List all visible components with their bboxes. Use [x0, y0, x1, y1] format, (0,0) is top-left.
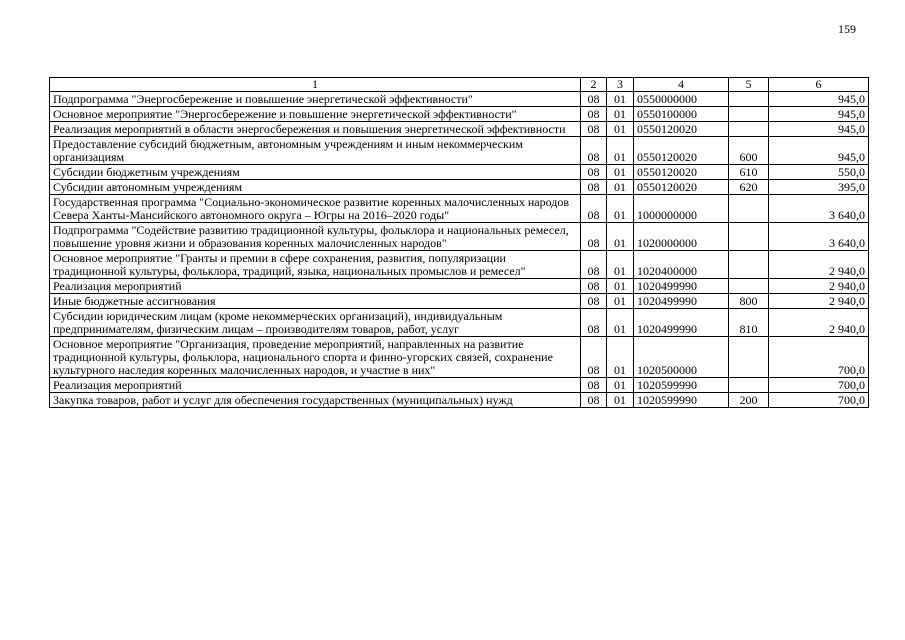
amount: 945,0	[769, 122, 869, 137]
expense-type-code	[729, 92, 769, 107]
subsection-code: 01	[607, 107, 634, 122]
section-code: 08	[581, 337, 607, 378]
amount: 2 940,0	[769, 251, 869, 279]
expense-type-code: 200	[729, 393, 769, 408]
section-code: 08	[581, 294, 607, 309]
item-name: Основное мероприятие "Организация, проведение мероприятий, направленных на развитие традиционной культуры, фольклора, национального спорта и финно-угорских связей, сохранение культурного наследия коренных малочисленных народов, и участие в них"	[50, 337, 581, 378]
subsection-code: 01	[607, 92, 634, 107]
subsection-code: 01	[607, 337, 634, 378]
section-code: 08	[581, 378, 607, 393]
table-header-row	[50, 78, 869, 92]
table-row	[50, 195, 869, 223]
amount: 3 640,0	[769, 195, 869, 223]
expense-type-code	[729, 223, 769, 251]
subsection-code: 01	[607, 251, 634, 279]
target-article-code: 1020499990	[634, 279, 729, 294]
table-row	[50, 107, 869, 122]
item-name: Основное мероприятие "Гранты и премии в сфере сохранения, развития, популяризации традиционной культуры, фольклора, традиций, языка, национальных промыслов и ремесел"	[50, 251, 581, 279]
expense-type-code: 600	[729, 137, 769, 165]
page-number: 159	[838, 22, 856, 36]
subsection-code: 01	[607, 195, 634, 223]
target-article-code: 1020000000	[634, 223, 729, 251]
amount: 700,0	[769, 337, 869, 378]
item-name: Субсидии автономным учреждениям	[50, 180, 581, 195]
item-name: Реализация мероприятий	[50, 279, 581, 294]
section-code: 08	[581, 393, 607, 408]
subsection-code: 01	[607, 279, 634, 294]
subsection-code: 01	[607, 294, 634, 309]
column-header: 5	[729, 78, 769, 92]
target-article-code: 0550100000	[634, 107, 729, 122]
item-name: Закупка товаров, работ и услуг для обеспечения государственных (муниципальных) нужд	[50, 393, 581, 408]
table-row	[50, 337, 869, 378]
subsection-code: 01	[607, 122, 634, 137]
item-name: Основное мероприятие "Энергосбережение и повышение энергетической эффективности"	[50, 107, 581, 122]
subsection-code: 01	[607, 378, 634, 393]
column-header: 6	[769, 78, 869, 92]
expense-type-code	[729, 107, 769, 122]
expense-type-code: 800	[729, 294, 769, 309]
amount: 945,0	[769, 92, 869, 107]
item-name: Реализация мероприятий	[50, 378, 581, 393]
section-code: 08	[581, 251, 607, 279]
table-row	[50, 309, 869, 337]
item-name: Субсидии бюджетным учреждениям	[50, 165, 581, 180]
item-name: Государственная программа "Социально-экономическое развитие коренных малочисленных народов Севера Ханты-Мансийского автономного округа – Югры на 2016–2020 годы"	[50, 195, 581, 223]
table-row	[50, 92, 869, 107]
item-name: Иные бюджетные ассигнования	[50, 294, 581, 309]
subsection-code: 01	[607, 180, 634, 195]
table-row	[50, 165, 869, 180]
table-row	[50, 294, 869, 309]
expense-type-code	[729, 337, 769, 378]
column-header: 3	[607, 78, 634, 92]
target-article-code: 0550000000	[634, 92, 729, 107]
table-row	[50, 122, 869, 137]
subsection-code: 01	[607, 393, 634, 408]
section-code: 08	[581, 92, 607, 107]
table-row	[50, 180, 869, 195]
column-header: 4	[634, 78, 729, 92]
amount: 945,0	[769, 137, 869, 165]
amount: 2 940,0	[769, 279, 869, 294]
amount: 700,0	[769, 378, 869, 393]
item-name: Подпрограмма "Содействие развитию традиционной культуры, фольклора и национальных ремесел, повышение уровня жизни и образования коренных малочисленных народов"	[50, 223, 581, 251]
expense-type-code: 610	[729, 165, 769, 180]
expense-type-code	[729, 378, 769, 393]
target-article-code: 1020500000	[634, 337, 729, 378]
target-article-code: 1000000000	[634, 195, 729, 223]
amount: 395,0	[769, 180, 869, 195]
table-row	[50, 137, 869, 165]
target-article-code: 1020599990	[634, 393, 729, 408]
section-code: 08	[581, 107, 607, 122]
budget-table	[49, 77, 869, 408]
target-article-code: 0550120020	[634, 165, 729, 180]
amount: 550,0	[769, 165, 869, 180]
item-name: Субсидии юридическим лицам (кроме некоммерческих организаций), индивидуальным предпринимателям, физическим лицам – производителям товаров, работ, услуг	[50, 309, 581, 337]
subsection-code: 01	[607, 137, 634, 165]
target-article-code: 0550120020	[634, 180, 729, 195]
expense-type-code	[729, 251, 769, 279]
amount: 3 640,0	[769, 223, 869, 251]
table-row	[50, 378, 869, 393]
item-name: Предоставление субсидий бюджетным, автономным учреждениям и иным некоммерческим организациям	[50, 137, 581, 165]
column-header: 2	[581, 78, 607, 92]
target-article-code: 0550120020	[634, 137, 729, 165]
table-row	[50, 279, 869, 294]
column-header: 1	[50, 78, 581, 92]
target-article-code: 1020499990	[634, 309, 729, 337]
section-code: 08	[581, 223, 607, 251]
expense-type-code	[729, 195, 769, 223]
expense-type-code	[729, 279, 769, 294]
section-code: 08	[581, 279, 607, 294]
section-code: 08	[581, 195, 607, 223]
amount: 2 940,0	[769, 309, 869, 337]
subsection-code: 01	[607, 309, 634, 337]
section-code: 08	[581, 180, 607, 195]
table-row	[50, 223, 869, 251]
target-article-code: 1020599990	[634, 378, 729, 393]
amount: 2 940,0	[769, 294, 869, 309]
expense-type-code	[729, 122, 769, 137]
table-row	[50, 393, 869, 408]
target-article-code: 0550120020	[634, 122, 729, 137]
section-code: 08	[581, 165, 607, 180]
section-code: 08	[581, 309, 607, 337]
expense-type-code: 620	[729, 180, 769, 195]
subsection-code: 01	[607, 165, 634, 180]
amount: 700,0	[769, 393, 869, 408]
table-row	[50, 251, 869, 279]
target-article-code: 1020400000	[634, 251, 729, 279]
item-name: Реализация мероприятий в области энергосбережения и повышения энергетической эффективности	[50, 122, 581, 137]
expense-type-code: 810	[729, 309, 769, 337]
subsection-code: 01	[607, 223, 634, 251]
section-code: 08	[581, 137, 607, 165]
target-article-code: 1020499990	[634, 294, 729, 309]
item-name: Подпрограмма "Энергосбережение и повышение энергетической эффективности"	[50, 92, 581, 107]
section-code: 08	[581, 122, 607, 137]
amount: 945,0	[769, 107, 869, 122]
